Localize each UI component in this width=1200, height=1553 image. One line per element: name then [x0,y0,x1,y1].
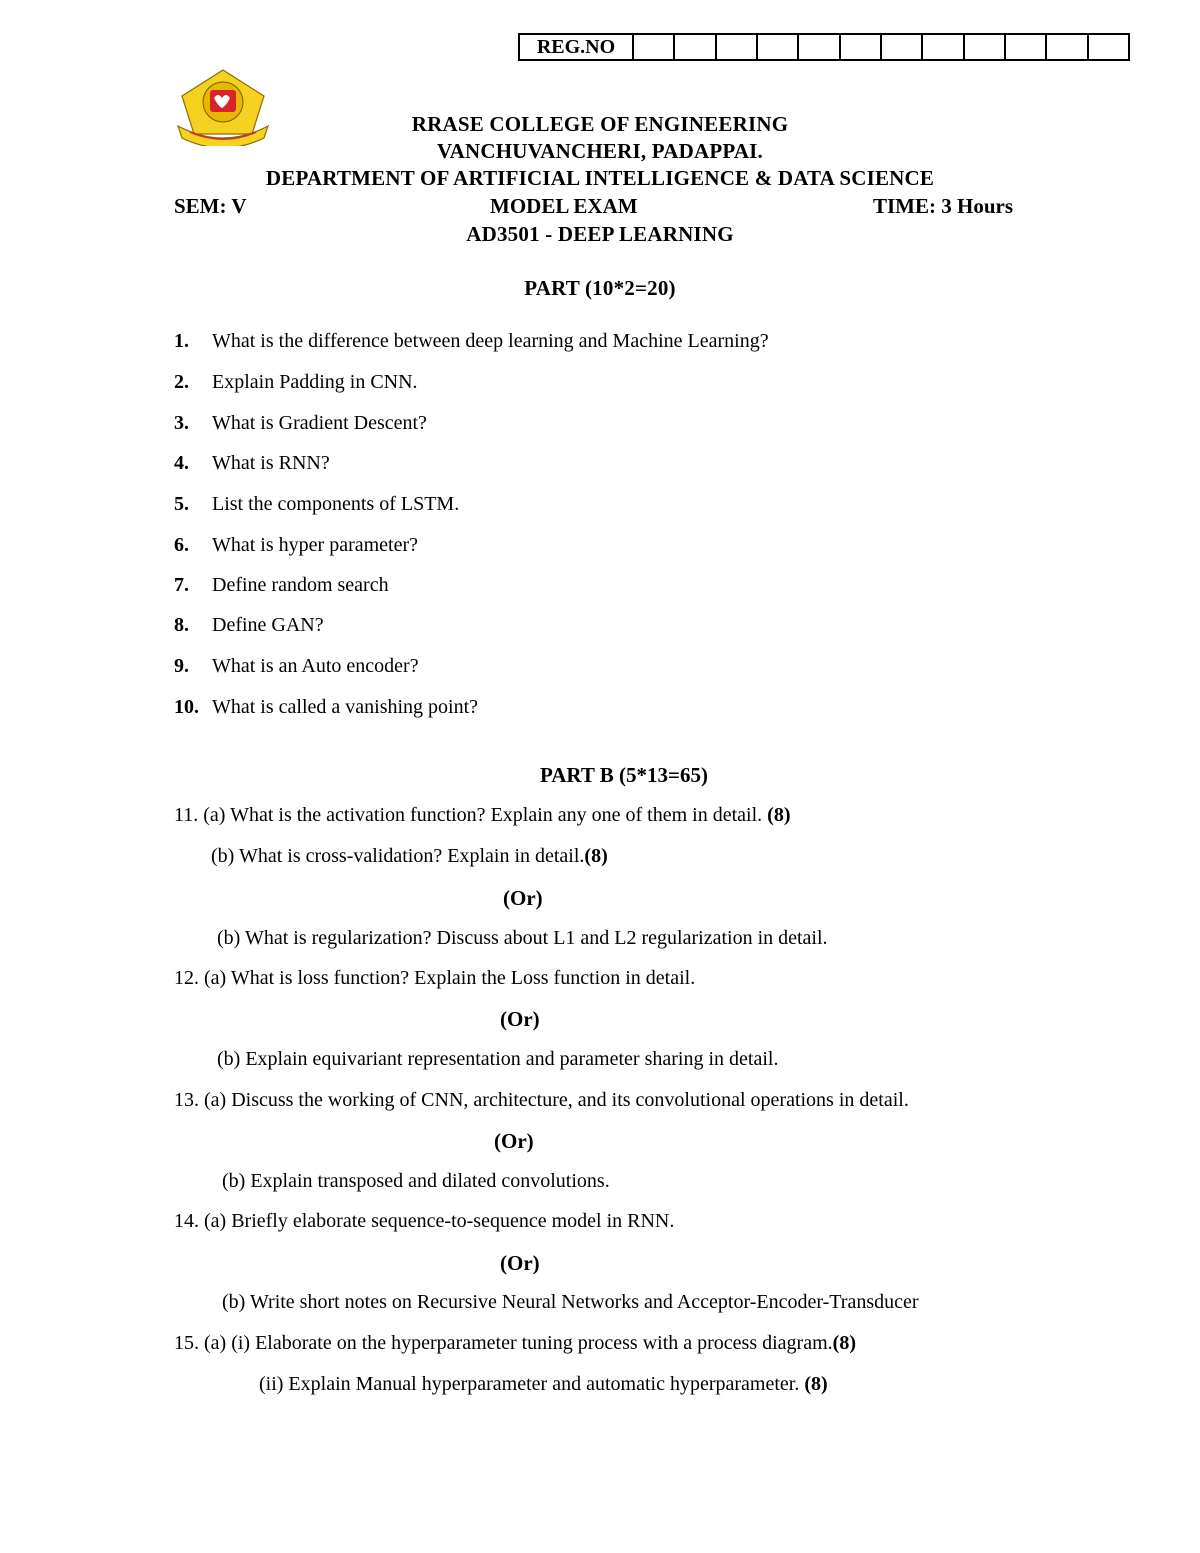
college-location: VANCHUVANCHERI, PADAPPAI. [436,139,764,163]
question-number: 4. [174,452,189,474]
question-number: 5. [174,493,189,515]
reg-no-cell [717,35,758,59]
reg-no-cell [634,35,675,59]
reg-no-cell [1047,35,1088,59]
or-label: (Or) [503,886,543,910]
course-title: AD3501 - DEEP LEARNING [466,222,734,246]
part-a-question [174,371,418,394]
marks: (8) [804,1373,828,1395]
question-text: (ii) Explain Manual hyperparameter and automatic hyperparameter. [259,1373,800,1395]
exam-time: TIME: 3 Hours [873,194,1014,218]
reg-no-cell [1006,35,1047,59]
part-a-question [174,655,419,678]
question-14b: (b) Write short notes on Recursive Neural Networks and Acceptor-Encoder-Transducer [222,1291,919,1313]
reg-no-cell [758,35,799,59]
or-label: (Or) [494,1129,534,1153]
marks: (8) [584,845,608,867]
question-15a [174,1332,856,1355]
part-a-question [174,534,418,557]
question-number: 7. [174,574,189,596]
department-name: DEPARTMENT OF ARTIFICIAL INTELLIGENCE & DATA SCIENCE [265,166,935,190]
question-number: 2. [174,371,189,393]
part-a-question [174,493,459,516]
part-a-question [174,574,389,597]
reg-no-cell [841,35,882,59]
question-text: What is RNN? [212,452,330,474]
question-text: Define GAN? [212,614,324,636]
question-number: 3. [174,412,189,434]
question-number: 9. [174,655,189,677]
question-text: Define random search [212,574,389,596]
question-text: What is Gradient Descent? [212,412,427,434]
part-a-question [174,412,427,435]
exam-type: MODEL EXAM [490,194,638,218]
part-a-question [174,696,478,719]
question-13b: (b) Explain transposed and dilated convolutions. [222,1170,610,1192]
question-text: Explain Padding in CNN. [212,371,418,393]
question-text: 15. (a) (i) Elaborate on the hyperparameter tuning process with a process diagram. [174,1332,833,1354]
question-11b [211,845,608,868]
question-13a: 13. (a) Discuss the working of CNN, architecture, and its convolutional operations in detail. [174,1089,909,1111]
reg-no-cell [923,35,964,59]
question-number: 8. [174,614,189,636]
or-label: (Or) [500,1251,540,1275]
reg-no-label: REG.NO [520,35,634,59]
question-text: What is called a vanishing point? [212,696,479,718]
reg-no-cell [965,35,1006,59]
marks: (8) [767,804,791,826]
question-number: 1. [174,330,189,352]
part-a-question [174,614,324,637]
reg-no-cell [675,35,716,59]
question-14a: 14. (a) Briefly elaborate sequence-to-sequence model in RNN. [174,1210,675,1232]
part-a-question [174,452,330,475]
question-text: What is the difference between deep learning and Machine Learning? [212,330,769,352]
question-11c: (b) What is regularization? Discuss about L1 and L2 regularization in detail. [217,927,828,949]
question-number: 10. [174,696,199,718]
marks: (8) [832,1332,856,1354]
question-text: What is hyper parameter? [212,534,419,556]
semester: SEM: V [174,194,247,218]
question-12b: (b) Explain equivariant representation and parameter sharing in detail. [217,1048,779,1070]
college-name: RRASE COLLEGE OF ENGINEERING [411,112,789,136]
question-text: 11. (a) What is the activation function? Explain any one of them in detail. [174,804,763,826]
question-12a: 12. (a) What is loss function? Explain the Loss function in detail. [174,967,696,989]
reg-no-cell [882,35,923,59]
part-a-question [174,330,769,353]
reg-no-cell [1089,35,1128,59]
part-b-title: PART B (5*13=65) [540,763,708,787]
reg-no-cell [799,35,840,59]
question-11a [174,804,790,827]
question-text: List the components of LSTM. [212,493,460,515]
question-text: What is an Auto encoder? [212,655,419,677]
reg-no-box [518,33,1130,61]
question-15b [259,1373,828,1396]
part-a-title: PART (10*2=20) [524,276,676,300]
question-number: 6. [174,534,189,556]
or-label: (Or) [500,1007,540,1031]
question-text: (b) What is cross-validation? Explain in detail. [211,845,585,867]
